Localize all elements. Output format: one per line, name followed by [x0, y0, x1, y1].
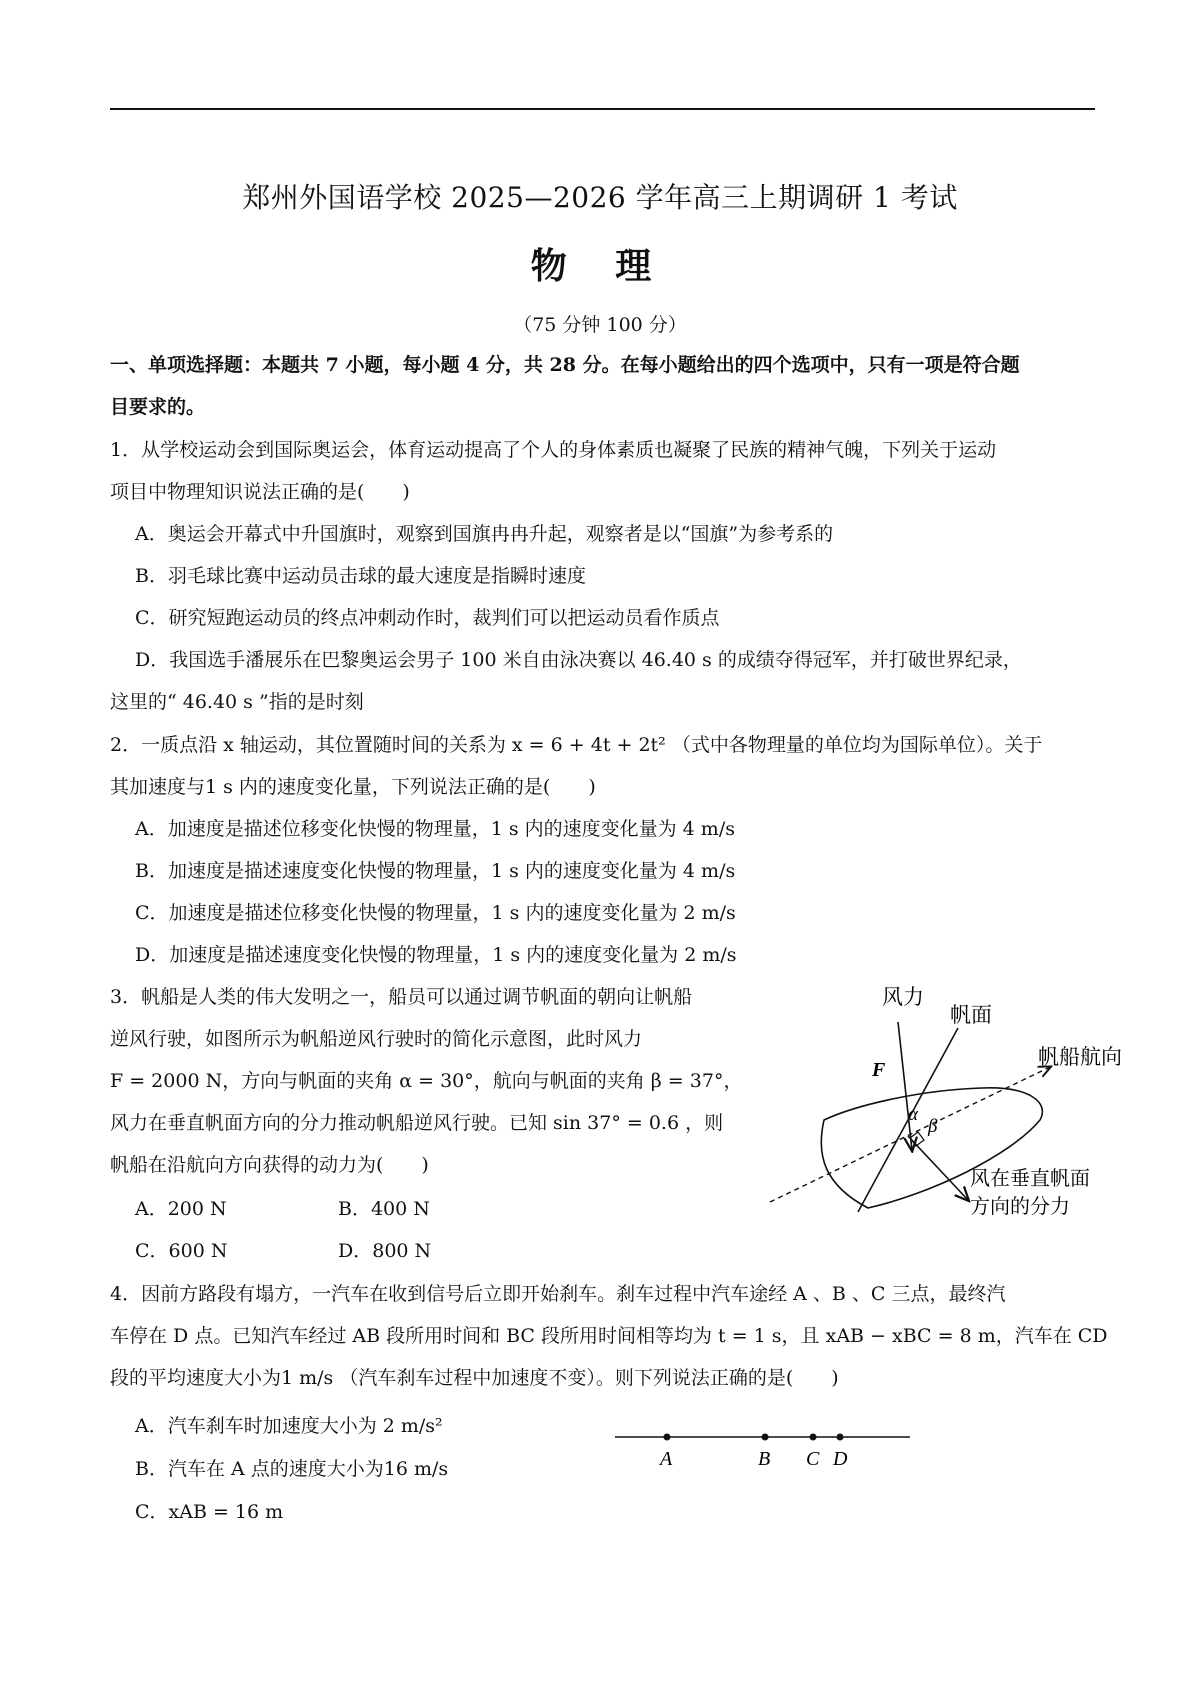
q3-stem-cont-1: 逆风行驶，如图所示为帆船逆风行驶时的简化示意图，此时风力: [110, 1028, 643, 1050]
q3-option-d: D．800 N: [338, 1240, 432, 1262]
component-label-line1: 风在垂直帆面: [970, 1166, 1090, 1190]
q1-option-b: B．羽毛球比赛中运动员击球的最大速度是指瞬时速度: [135, 565, 586, 587]
q2-option-c: C．加速度是描述位移变化快慢的物理量，1 s 内的速度变化量为 2 m/s: [135, 902, 736, 924]
q4-option-b: B．汽车在 A 点的速度大小为16 m/s: [135, 1458, 449, 1480]
component-label-line2: 方向的分力: [970, 1194, 1070, 1218]
q3-stem-cont-4: 帆船在沿航向方向获得的动力为( ): [110, 1154, 429, 1176]
q4-option-a: A．汽车刹车时加速度大小为 2 m/s²: [135, 1415, 443, 1437]
q2-stem: 2．一质点沿 x 轴运动，其位置随时间的关系为 x = 6 + 4t + 2t² （式中各物理量的单位均为国际单位）。关于: [110, 734, 1043, 756]
point-c-dot: [810, 1434, 817, 1441]
wind-label: 风力: [882, 985, 924, 1009]
point-a-label: A: [660, 1448, 673, 1470]
q3-stem: 3．帆船是人类的伟大发明之一，船员可以通过调节帆面的朝向让帆船: [110, 986, 693, 1008]
point-a-dot: [664, 1434, 671, 1441]
q1-option-a: A．奥运会开幕式中升国旗时，观察到国旗冉冉升起，观察者是以“国旗”为参考系的: [135, 523, 834, 545]
point-d-dot: [837, 1434, 844, 1441]
q1-option-c: C．研究短跑运动员的终点冲刺动作时，裁判们可以把运动员看作质点: [135, 607, 720, 629]
heading-label: 帆船航向: [1038, 1045, 1122, 1069]
q3-option-c: C．600 N: [135, 1240, 228, 1262]
q4-option-c: C．xAB = 16 m: [135, 1501, 284, 1523]
subject-title: 物 理: [530, 245, 670, 287]
exam-title: 郑州外国语学校 2025—2026 学年高三上期调研 1 考试: [242, 181, 958, 214]
q3-sailboat-figure: [760, 970, 1130, 1240]
q3-option-b: B．400 N: [338, 1198, 430, 1220]
point-b-label: B: [758, 1448, 771, 1470]
beta-label: β: [928, 1116, 938, 1137]
section-heading: 一、单项选择题：本题共 7 小题，每小题 4 分，共 28 分。在每小题给出的四个选项中，只有一项是符合题: [110, 354, 1020, 376]
wind-force-arrow: [898, 1022, 912, 1150]
force-label: F: [872, 1059, 886, 1081]
q3-option-a: A．200 N: [135, 1198, 227, 1220]
q4-stem-cont-1: 车停在 D 点。已知汽车经过 AB 段所用时间和 BC 段所用时间相等均为 t = 1 s，且 xAB − xBC = 8 m，汽车在 CD: [110, 1325, 1108, 1347]
q3-stem-cont-3: 风力在垂直帆面方向的分力推动帆船逆风行驶。已知 sin 37° = 0.6 ，则: [110, 1112, 724, 1134]
q2-option-b: B．加速度是描述速度变化快慢的物理量，1 s 内的速度变化量为 4 m/s: [135, 860, 736, 882]
q1-option-d: D．我国选手潘展乐在巴黎奥运会男子 100 米自由泳决赛以 46.40 s 的成绩夺得冠军，并打破世界纪录，: [135, 649, 1022, 671]
top-rule: [110, 108, 1095, 110]
q3-stem-cont-2: F = 2000 N，方向与帆面的夹角 α = 30°，航向与帆面的夹角 β = 37°，: [110, 1070, 743, 1092]
q4-stem: 4．因前方路段有塌方，一汽车在收到信号后立即开始刹车。刹车过程中汽车途经 A 、B 、C 三点，最终汽: [110, 1283, 1006, 1305]
q4-stem-cont-2: 段的平均速度大小为1 m/s （汽车刹车过程中加速度不变）。则下列说法正确的是( ): [110, 1367, 839, 1389]
q1-option-d-cont: 这里的“ 46.40 s ”指的是时刻: [110, 691, 364, 713]
alpha-label: α: [908, 1104, 918, 1125]
q2-option-d: D．加速度是描述速度变化快慢的物理量，1 s 内的速度变化量为 2 m/s: [135, 944, 737, 966]
point-d-label: D: [833, 1448, 848, 1470]
section-heading-cont: 目要求的。: [110, 396, 206, 418]
q1-stem: 1．从学校运动会到国际奥运会，体育运动提高了个人的身体素质也凝聚了民族的精神气魄，下列关于运动: [110, 439, 997, 461]
exam-duration: （75 分钟 100 分）: [513, 314, 687, 336]
q1-stem-cont: 项目中物理知识说法正确的是( ): [110, 481, 410, 503]
sail-label: 帆面: [950, 1003, 992, 1027]
q2-stem-cont: 其加速度与1 s 内的速度变化量，下列说法正确的是( ): [110, 776, 596, 798]
q4-road-figure: [610, 1425, 920, 1475]
point-b-dot: [762, 1434, 769, 1441]
q2-option-a: A．加速度是描述位移变化快慢的物理量，1 s 内的速度变化量为 4 m/s: [135, 818, 735, 840]
point-c-label: C: [806, 1448, 820, 1470]
